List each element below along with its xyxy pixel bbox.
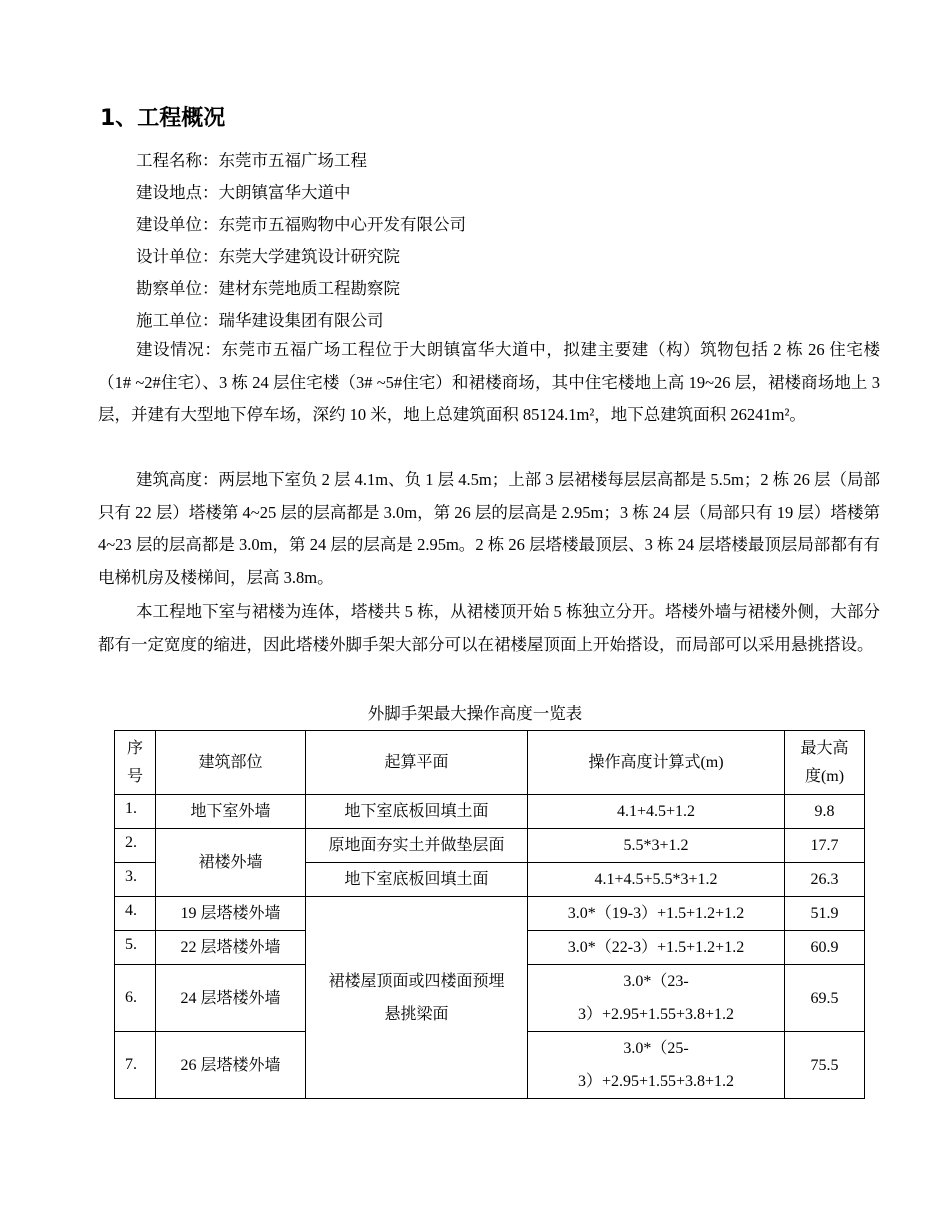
field-label: 设计单位：	[136, 247, 219, 266]
cell-max: 9.8	[785, 795, 865, 829]
cell-seq: 1.	[115, 795, 156, 829]
cell-formula: 3.0*（22-3）+1.5+1.2+1.2	[528, 931, 785, 965]
field-value: 东莞市五福广场工程	[218, 151, 367, 170]
cell-part: 26 层塔楼外墙	[156, 1032, 306, 1099]
section-title: 1、工程概况	[100, 106, 226, 131]
field-value: 大朗镇富华大道中	[218, 183, 351, 202]
header-formula: 操作高度计算式(m)	[528, 731, 785, 795]
field-designer	[136, 243, 400, 267]
cell-seq: 3.	[115, 863, 156, 897]
cell-seq: 6.	[115, 965, 156, 1032]
cell-part: 地下室外墙	[156, 795, 306, 829]
field-value: 东莞市五福购物中心开发有限公司	[218, 215, 466, 234]
cell-base: 地下室底板回填土面	[306, 863, 528, 897]
field-project-name	[136, 147, 367, 171]
field-surveyor	[136, 275, 400, 299]
paragraph-scaffold-notes: 本工程地下室与裙楼为连体，塔楼共 5 栋，从裙楼顶开始 5 栋独立分开。塔楼外墙与裙楼外侧，大部分都有一定宽度的缩进，因此塔楼外脚手架大部分可以在裙楼屋顶面上开始搭设，而局部可以采用悬挑搭设。	[98, 602, 880, 654]
field-value: 东莞大学建筑设计研究院	[218, 247, 400, 266]
header-base: 起算平面	[306, 731, 528, 795]
paragraph-building-height: 建筑高度：两层地下室负 2 层 4.1m、负 1 层 4.5m；上部 3 层裙楼每层层高都是 5.5m；2 栋 26 层（局部只有 22 层）塔楼第 4~25 层的层高都是 3.0m，第 26 层的层高是 2.95m；3 栋 24 层（局部只有 19 层）塔楼第 4~23 层的层高都是 3.0m，第 24 层的层高是 2.95m。2 栋 26 层塔楼最顶层、3 栋 24 层塔楼最顶层局部都有有电梯机房及楼梯间，层高 3.8m。	[98, 470, 880, 587]
table-caption: 外脚手架最大操作高度一览表	[367, 704, 583, 723]
table-header-row	[115, 731, 865, 795]
header-part: 建筑部位	[156, 731, 306, 795]
cell-max: 69.5	[785, 965, 865, 1032]
cell-formula: 3.0*（25- 3）+2.95+1.55+3.8+1.2	[528, 1032, 785, 1099]
cell-max: 75.5	[785, 1032, 865, 1099]
paragraph-construction-status: 建设情况：东莞市五福广场工程位于大朗镇富华大道中，拟建主要建（构）筑物包括 2 栋 26 住宅楼（1# ~2#住宅）、3 栋 24 层住宅楼（3# ~5#住宅）和裙楼商场，其中住宅楼地上高 19~26 层，裙楼商场地上 3 层，并建有大型地下停车场，深约 10 米，地上总建筑面积 85124.1m²，地下总建筑面积 26241m²。	[98, 340, 880, 424]
field-label: 建设单位：	[136, 215, 219, 234]
header-max-height: 最大高 度(m)	[785, 731, 865, 795]
field-value: 建材东莞地质工程勘察院	[218, 279, 400, 298]
cell-max: 51.9	[785, 897, 865, 931]
cell-formula: 3.0*（23- 3）+2.95+1.55+3.8+1.2	[528, 965, 785, 1032]
cell-seq: 4.	[115, 897, 156, 931]
field-value: 瑞华建设集团有限公司	[218, 311, 384, 330]
cell-base: 原地面夯实土并做垫层面	[306, 829, 528, 863]
cell-base: 地下室底板回填土面	[306, 795, 528, 829]
cell-part: 19 层塔楼外墙	[156, 897, 306, 931]
table-row	[115, 829, 865, 863]
field-contractor	[136, 307, 384, 331]
table-row	[115, 897, 865, 931]
cell-formula: 4.1+4.5+1.2	[528, 795, 785, 829]
cell-part: 裙楼外墙	[156, 829, 306, 897]
cell-max: 26.3	[785, 863, 865, 897]
field-label: 勘察单位：	[136, 279, 219, 298]
cell-seq: 5.	[115, 931, 156, 965]
cell-formula: 5.5*3+1.2	[528, 829, 785, 863]
cell-seq: 7.	[115, 1032, 156, 1099]
cell-seq: 2.	[115, 829, 156, 863]
cell-max: 17.7	[785, 829, 865, 863]
cell-base-merged: 裙楼屋顶面或四楼面预埋 悬挑梁面	[306, 897, 528, 1099]
field-label: 工程名称：	[136, 151, 219, 170]
header-seq: 序 号	[115, 731, 156, 795]
cell-part: 22 层塔楼外墙	[156, 931, 306, 965]
field-label: 施工单位：	[136, 311, 219, 330]
cell-part: 24 层塔楼外墙	[156, 965, 306, 1032]
table-row	[115, 795, 865, 829]
cell-formula: 3.0*（19-3）+1.5+1.2+1.2	[528, 897, 785, 931]
scaffold-height-table	[114, 730, 865, 1099]
field-owner	[136, 211, 466, 235]
cell-max: 60.9	[785, 931, 865, 965]
field-location	[136, 179, 351, 203]
cell-formula: 4.1+4.5+5.5*3+1.2	[528, 863, 785, 897]
field-label: 建设地点：	[136, 183, 219, 202]
